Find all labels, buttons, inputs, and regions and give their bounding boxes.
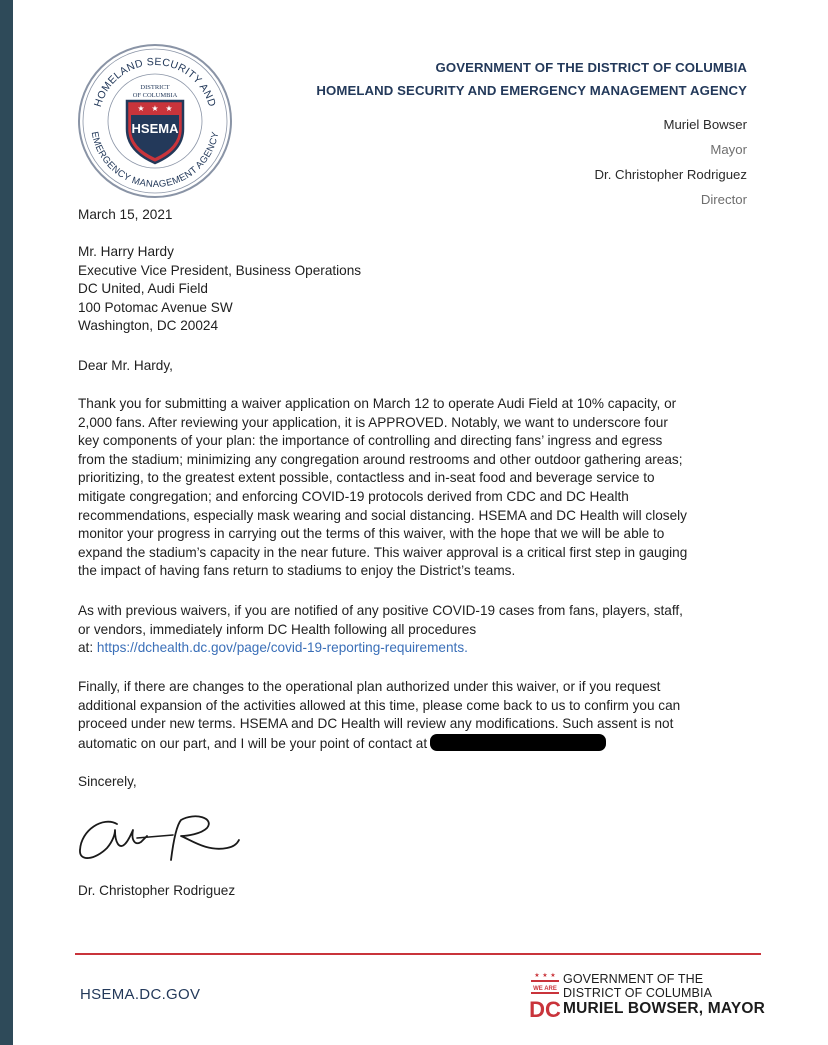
seal-star-icon: ★	[137, 104, 145, 113]
address-line: Executive Vice President, Business Operations	[78, 262, 362, 278]
dc-government-logo	[528, 969, 768, 1021]
paragraph-line: monitor your progress in carrying out the terms of this waiver, with the hope that we will be able to	[78, 526, 665, 542]
footer-divider	[75, 953, 761, 955]
seal-inner-bottom: OF COLUMBIA	[132, 92, 178, 99]
letterhead-agency: HOMELAND SECURITY AND EMERGENCY MANAGEMENT AGENCY	[316, 83, 747, 98]
logo-line: DISTRICT OF COLUMBIA	[563, 986, 713, 1000]
paragraph-line: or vendors, immediately inform DC Health following all procedures	[78, 621, 477, 637]
svg-text:★: ★	[534, 972, 540, 979]
contact-text: automatic on our part, and I will be your point of contact at	[78, 735, 428, 751]
paragraph-line: from the stadium; minimizing any congregation around restrooms and other outdoor gathering areas;	[78, 451, 683, 467]
link-prefix: at:	[78, 640, 97, 656]
paragraph-approval	[78, 395, 768, 581]
svg-text:★: ★	[542, 972, 548, 979]
official-name: Muriel Bowser	[663, 117, 747, 132]
paragraph-line: additional expansion of the activities allowed at this time, please come back to us to confirm you can	[78, 697, 681, 713]
paragraph-line	[78, 734, 768, 754]
paragraph-line: key components of your plan: the importance of controlling and directing fans’ ingress and egress	[78, 433, 663, 449]
recipient-address	[78, 243, 768, 336]
address-line: Washington, DC 20024	[78, 318, 219, 334]
paragraph-covid-reporting	[78, 602, 768, 658]
redacted-contact	[430, 734, 606, 751]
seal-star-icon: ★	[151, 104, 159, 113]
paragraph-line: recommendations, especially mask wearing and social distancing. HSEMA and DC Health will closely	[78, 507, 687, 523]
seal-ring-top-text: HOMELAND SECURITY AND	[91, 55, 219, 109]
reporting-requirements-link[interactable]: https://dchealth.dc.gov/page/covid-19-reporting-requirements.	[96, 640, 468, 656]
paragraph-line: As with previous waivers, if you are notified of any positive COVID-19 cases from fans, players, staff,	[78, 603, 683, 618]
footer-website: HSEMA.DC.GOV	[80, 986, 201, 1003]
seal-acronym: HSEMA	[131, 121, 179, 136]
paragraph-line: proceed under new terms. HSEMA and DC Health will review any modifications. Such assent is not	[78, 716, 674, 732]
hsema-seal	[77, 43, 233, 199]
seal-star-icon: ★	[165, 104, 173, 113]
logo-line: GOVERNMENT OF THE	[563, 972, 704, 986]
address-line: DC United, Audi Field	[78, 281, 208, 297]
seal-ring-bottom-text: EMERGENCY MANAGEMENT AGENCY	[88, 130, 222, 191]
dc-flag-mark-icon	[528, 969, 561, 1021]
letter-page	[13, 0, 828, 1045]
window-edge	[0, 0, 13, 1045]
paragraph-changes	[78, 678, 768, 753]
paragraph-line	[78, 639, 768, 658]
paragraph-line: the impact of having fans return to stadiums to enjoy the District’s teams.	[78, 563, 516, 579]
logo-mayor-line: MURIEL BOWSER, MAYOR	[563, 1000, 766, 1017]
letterhead-government: GOVERNMENT OF THE DISTRICT OF COLUMBIA	[435, 60, 747, 75]
closing: Sincerely,	[78, 774, 137, 789]
seal-inner-top: DISTRICT	[140, 84, 170, 91]
salutation: Dear Mr. Hardy,	[78, 358, 173, 373]
officials-list	[316, 112, 747, 212]
paragraph-line: expand the stadium’s capacity in the near future. This waiver approval is a critical first step in gauging	[78, 544, 688, 560]
official-title: Mayor	[710, 142, 747, 157]
letterhead	[316, 56, 747, 212]
paragraph-line: mitigate congregation; and enforcing COVID-19 protocols derived from CDC and DC Health	[78, 488, 629, 504]
paragraph-line: Finally, if there are changes to the operational plan authorized under this waiver, or if you request	[78, 679, 661, 694]
logo-dc-mark: DC	[529, 997, 561, 1021]
paragraph-line: 2,000 fans. After reviewing your application, it is APPROVED. Notably, we want to underscore four	[78, 414, 668, 430]
letter-date: March 15, 2021	[78, 207, 173, 222]
official-title: Director	[700, 192, 747, 207]
signer-name: Dr. Christopher Rodriguez	[78, 883, 236, 898]
paragraph-line: prioritizing, to the greatest extent possible, contactless and in-seat food and beverage service to	[78, 470, 655, 486]
official-name: Dr. Christopher Rodriguez	[594, 167, 747, 182]
paragraph-line: Thank you for submitting a waiver application on March 12 to operate Audi Field at 10% capacity, or	[78, 396, 677, 411]
handwritten-signature	[77, 808, 247, 868]
address-line: Mr. Harry Hardy	[78, 244, 174, 259]
logo-small-text: WE ARE	[533, 986, 557, 992]
address-line: 100 Potomac Avenue SW	[78, 299, 233, 315]
svg-text:★: ★	[550, 972, 556, 979]
